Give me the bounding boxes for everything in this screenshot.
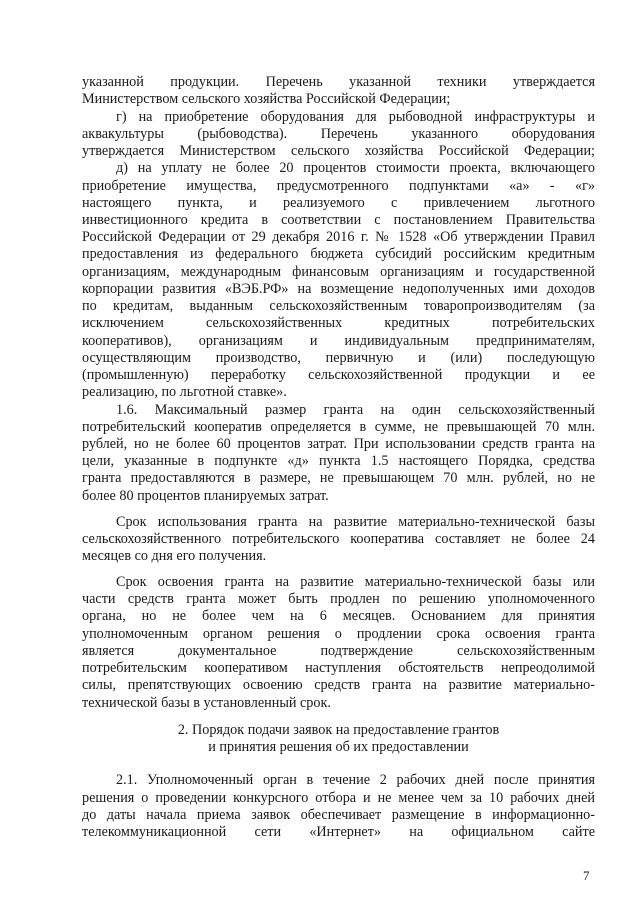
text-line: 2.1. Уполномоченный орган в течение 2 рабочих дней после принятия — [116, 772, 595, 788]
text-line: указанной продукции. Перечень указанной техники утверждается — [82, 74, 595, 90]
text-line: Министерством сельского хозяйства Российской Федерации; — [82, 91, 451, 107]
text-line: утверждается Министерством сельского хозяйства Российской Федерации; — [82, 143, 595, 159]
text-line: решения о проведении конкурсного отбора и не менее чем за 10 рабочих дней — [82, 790, 595, 806]
text-line: до даты начала приема заявок обеспечивает размещение в информационно- — [82, 807, 595, 823]
section-heading: и принятия решения об их предоставлении — [208, 739, 469, 755]
text-line: части средств гранта может быть продлен по решению уполномоченного — [82, 591, 595, 607]
text-line: приобретение имущества, предусмотренного подпунктами «а» - «г» — [82, 178, 595, 194]
text-line: инвестиционного кредита в соответствии с постановлением Правительства — [82, 212, 595, 228]
text-line: гранта предоставляются в размере, не превышающем 70 млн. рублей, но не — [82, 470, 595, 486]
text-line: осуществляющим производство, первичную и (или) последующую — [82, 350, 595, 366]
text-line: Срок освоения гранта на развитие материально-технической базы или — [116, 574, 595, 590]
text-line: корпорации развития «ВЭБ.РФ» на возмещение недополученных ими доходов — [82, 281, 595, 297]
text-line: сельскохозяйственного потребительского кооператива составляет не более 24 — [82, 531, 595, 547]
text-line: рублей, но не более 60 процентов затрат. При использовании средств гранта на — [82, 436, 595, 452]
text-line: д) на уплату не более 20 процентов стоимости проекта, включающего — [116, 160, 595, 176]
text-line: г) на приобретение оборудования для рыбоводной инфраструктуры и — [116, 109, 595, 125]
text-line: аквакультуры (рыбоводства). Перечень указанного оборудования — [82, 126, 595, 142]
text-line: органа, но не более чем на 6 месяцев. Основанием для принятия — [82, 608, 595, 624]
page-number: 7 — [583, 868, 590, 883]
text-line: месяцев со дня его получения. — [82, 548, 267, 564]
text-line: потребительским кооперативом наступления обстоятельств непреодолимой — [82, 660, 595, 676]
text-line: 1.6. Максимальный размер гранта на один сельскохозяйственный — [116, 402, 595, 418]
text-line: телекоммуникационной сети «Интернет» на официальном сайте — [82, 824, 595, 840]
text-line: кооперативов), организациям и индивидуальным предпринимателям, — [82, 333, 595, 349]
text-line: по кредитам, выданным сельскохозяйственным товаропроизводителям (за — [82, 298, 595, 314]
text-line: Российской Федерации от 29 декабря 2016 г. № 1528 «Об утверждении Правил — [82, 229, 595, 245]
text-line: настоящего пункта, и реализуемого с привлечением льготного — [82, 195, 595, 211]
text-line: организациям, международным финансовым организациям и государственной — [82, 264, 595, 280]
text-line: более 80 процентов планируемых затрат. — [82, 488, 329, 504]
text-line: Срок использования гранта на развитие материально-технической базы — [116, 514, 595, 530]
text-line: (промышленную) переработку сельскохозяйственной продукции и ее — [82, 367, 595, 383]
text-line: потребительский кооператив определяется в сумме, не превышающей 70 млн. — [82, 419, 595, 435]
text-line: предоставления из федерального бюджета субсидий российским кредитным — [82, 246, 595, 262]
text-line: исключением сельскохозяйственных кредитных потребительских — [82, 315, 595, 331]
text-line: силы, препятствующих освоению средств гранта на развитие материально- — [82, 677, 595, 693]
text-line: уполномоченным органом решения о продлении срока освоения гранта — [82, 626, 595, 642]
text-line: технической базы в установленный срок. — [82, 695, 331, 711]
text-line: реализацию, по льготной ставке». — [82, 384, 287, 400]
section-heading: 2. Порядок подачи заявок на предоставление грантов — [177, 722, 500, 738]
text-line: является документальное подтверждение сельскохозяйственным — [82, 643, 595, 659]
text-line: цели, указанные в подпункте «д» пункта 1.5 настоящего Порядка, средства — [82, 453, 595, 469]
